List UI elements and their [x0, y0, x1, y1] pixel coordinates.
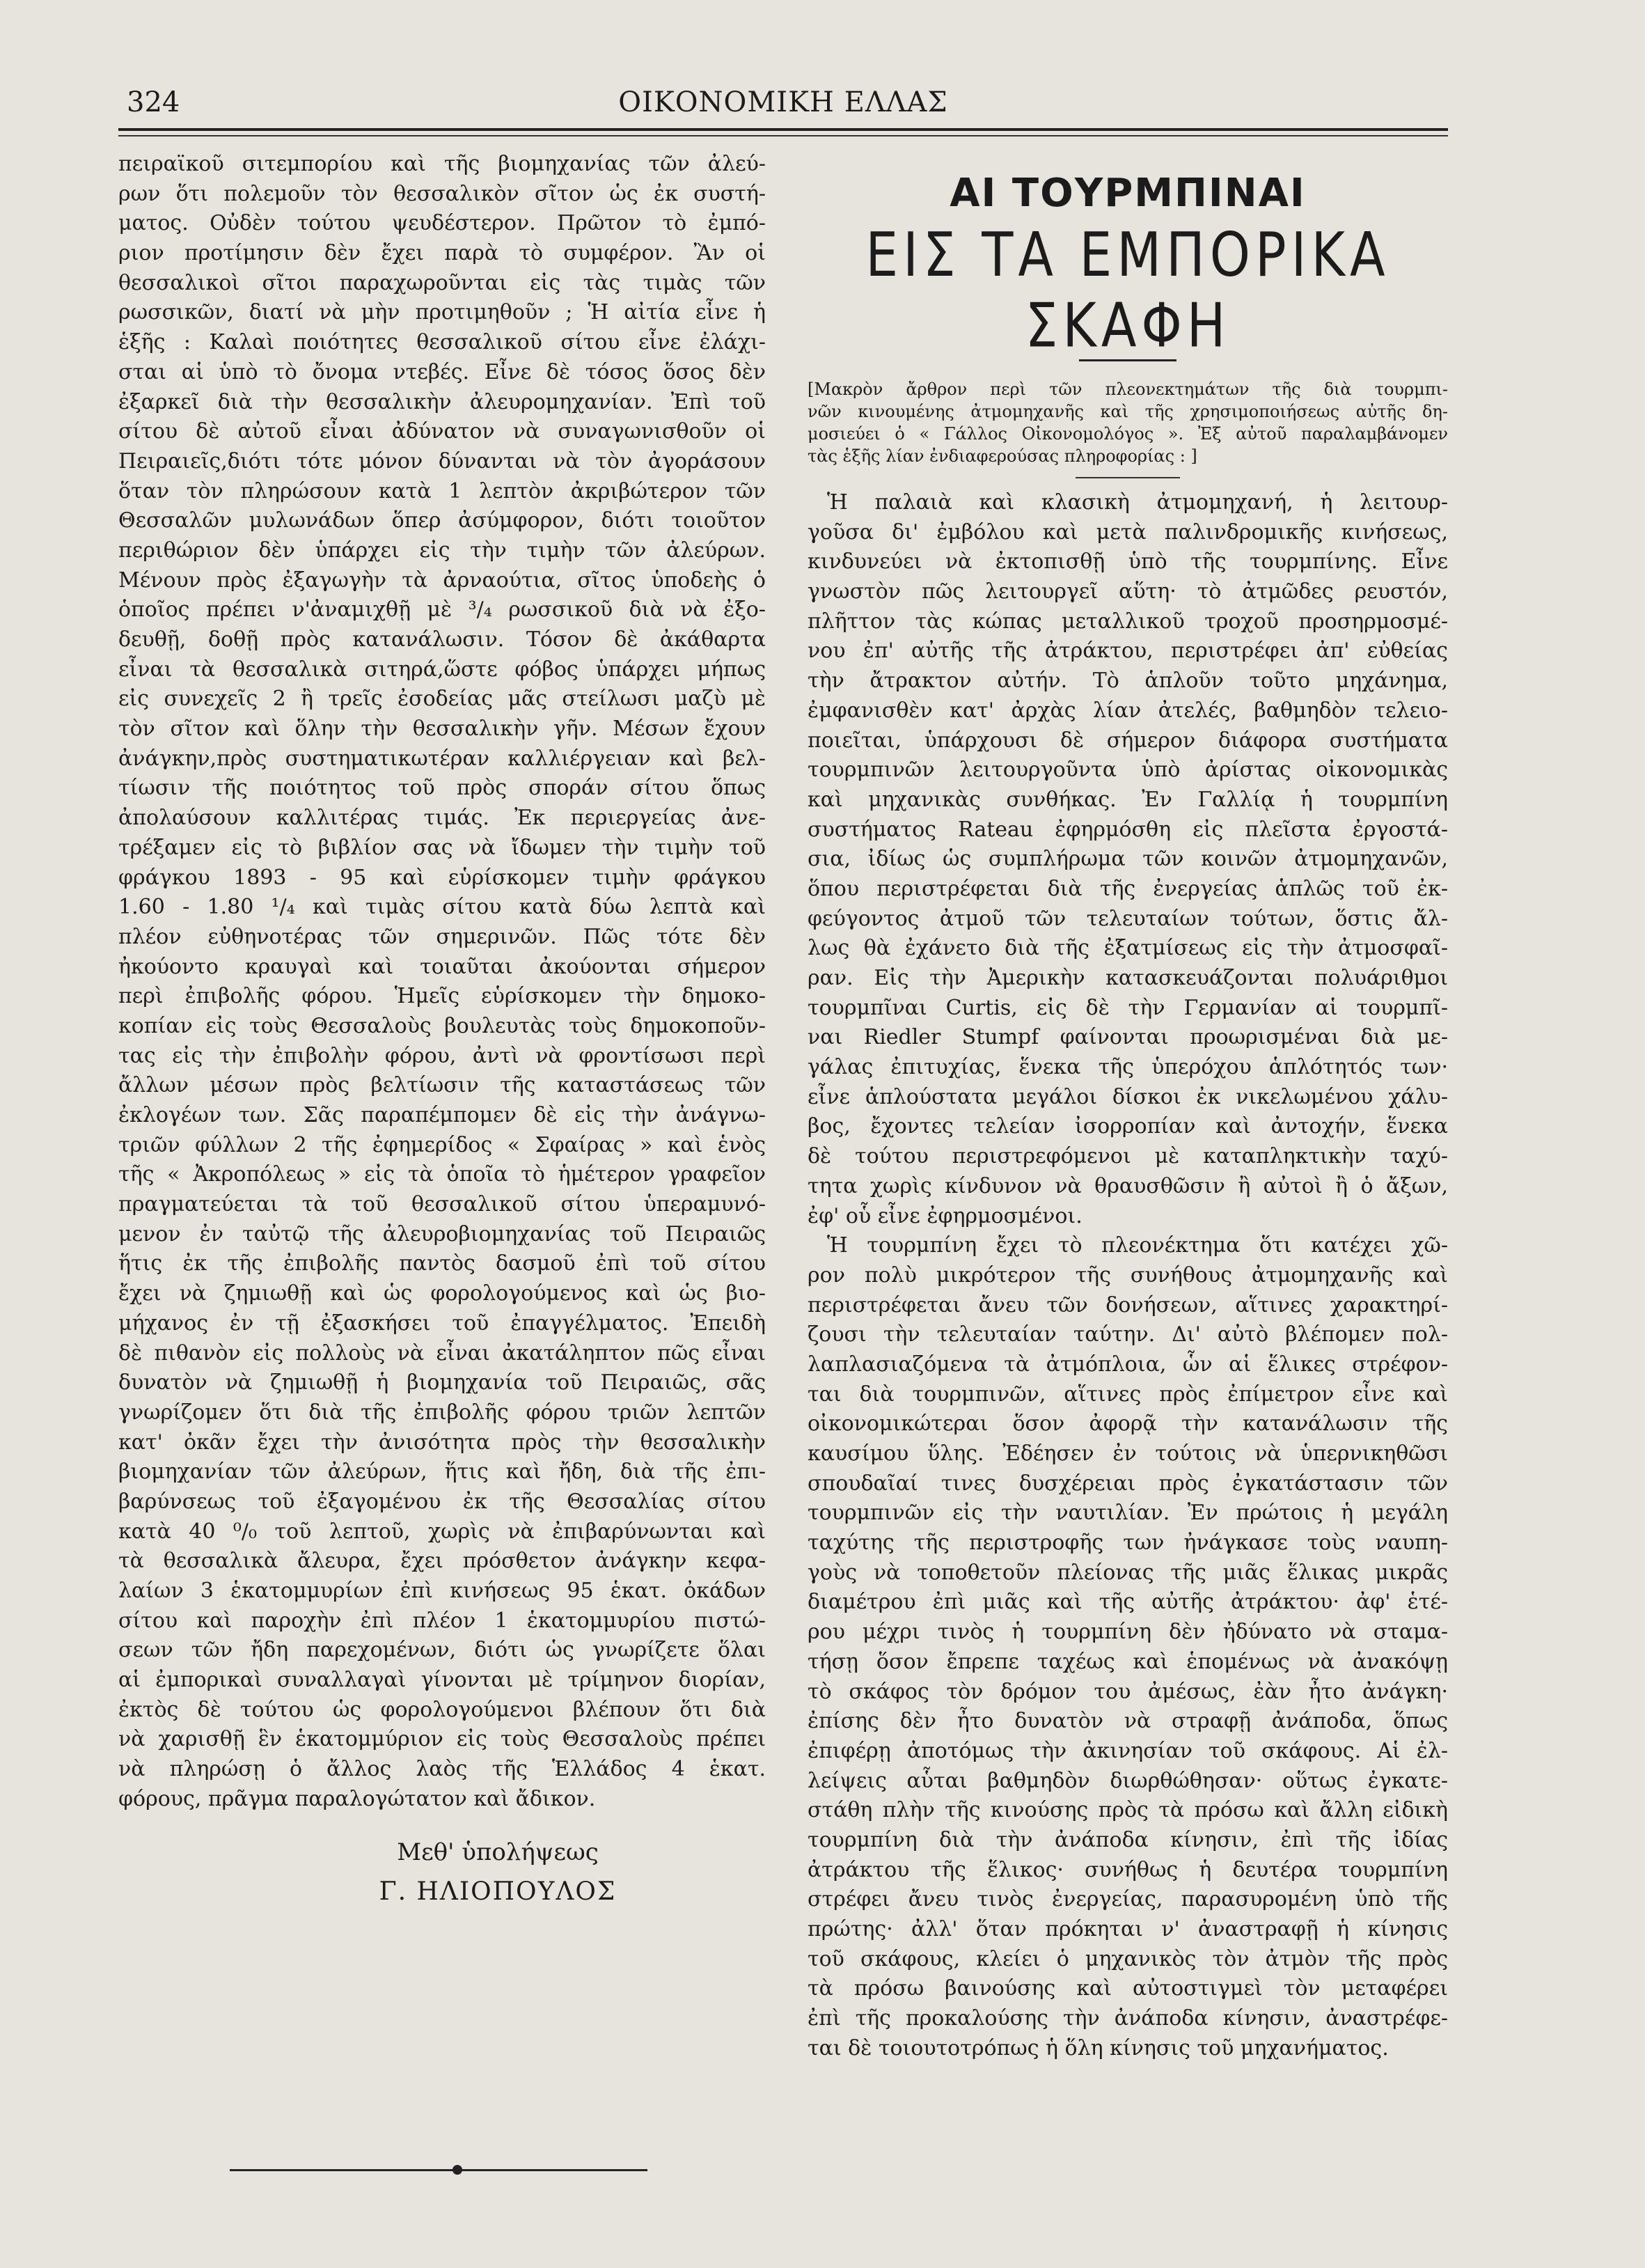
text-line: ἐκλογέων των. Σᾶς παραπέμπομεν δὲ εἰς τὴν ἀνάγνω-	[118, 1103, 766, 1127]
text-line: ταχύτης τῆς περιστροφῆς των ἠνάγκασε τοὺς ναυπη-	[808, 1531, 1448, 1556]
letter-signature: Γ. ΗΛΙΟΠΟΥΛΟΣ	[379, 1877, 617, 1906]
text-line: σίτου καὶ παροχὴν ἐπὶ πλέον 1 ἑκατομμυρίου πιστώ-	[118, 1608, 766, 1633]
note-rule	[1076, 477, 1180, 478]
text-line: οἰκονομικώτεραι ὅσον ἀφορᾷ τὴν κατανάλωσιν τῆς	[808, 1411, 1448, 1437]
text-line: τουρμπινῶν εἰς τὴν ναυτιλίαν. Ἐν πρώτοις ἡ μεγάλη	[808, 1501, 1448, 1526]
text-line: γάλας ἐπιτυχίας, ἕνεκα τῆς ὑπερόχου ἁπλότητός των·	[808, 1055, 1448, 1080]
text-line: στάθη πλὴν τῆς κινούσης πρὸς τὰ πρόσω καὶ ἄλλη εἰδικὴ	[808, 1798, 1448, 1823]
text-line: τοῦ σκάφους, κλείει ὁ μηχανικὸς τὸν ἀτμὸν τῆς πρὸς	[808, 1946, 1448, 1971]
text-line: στρέφει ἄνευ τινὸς ἐνεργείας, παρασυρομένη ὑπὸ τῆς	[808, 1887, 1448, 1912]
text-line: φράγκου 1893 - 95 καὶ εὑρίσκομεν τιμὴν φράγκου	[118, 865, 766, 890]
text-line: Θεσσαλῶν μυλωνάδων ὅπερ ἀσύμφορον, διότι τοιοῦτον	[118, 508, 766, 533]
end-rule-ornament	[452, 2165, 462, 2175]
text-line: πρώτης· ἀλλ' ὅταν πρόκηται ν' ἀναστραφῇ ἡ κίνησις	[808, 1917, 1448, 1941]
text-line: ρον πολὺ μικρότερον τῆς συνήθους ἀτμομηχανῆς καὶ	[808, 1262, 1448, 1288]
text-line: Ἡ παλαιὰ καὶ κλασικὴ ἀτμομηχανή, ἡ λειτουρ-	[827, 490, 1448, 515]
text-line: δευθῇ, δοθῇ πρὸς κατανάλωσιν. Τόσον δὲ ἀκάθαρτα	[118, 627, 766, 652]
text-line: τητα χωρὶς κίνδυνον νὰ θραυσθῶσιν ἢ αὐτοὶ ἢ ὁ ἄξων,	[808, 1173, 1448, 1198]
text-line: ἀνάγκην,πρὸς συστηματικωτέραν καλλιέργειαν καὶ βελ-	[118, 746, 766, 771]
text-line: γοῦσα δι' ἐμβόλου καὶ μετὰ παλινδρομικῆς κινήσεως,	[808, 519, 1448, 545]
text-line: σια, ἰδίως ὡς συμπλήρωμα τῶν κοινῶν ἀτμομηχανῶν,	[808, 847, 1448, 872]
text-line: ματος. Οὐδὲν τούτου ψευδέστερον. Πρῶτον τὸ ἐμπό-	[118, 211, 766, 236]
text-line: ζουσι τὴν τελευταίαν ταύτην. Δι' αὐτὸ βλέπομεν πολ-	[808, 1322, 1448, 1347]
header-rule-thin	[118, 135, 1448, 136]
left-column	[118, 150, 766, 1906]
page-header	[118, 82, 1448, 124]
text-line: δυνατὸν νὰ ζημιωθῇ ἡ βιομηχανία τοῦ Πειραιῶς, σᾶς	[118, 1370, 766, 1395]
text-line: περὶ ἐπιβολῆς φόρου. Ἡμεῖς εὑρίσκομεν τὴν δημοκο-	[118, 984, 766, 1009]
text-line: ποιεῖται, ὑπάρχουσι δὲ σήμερον διάφορα συστήματα	[808, 728, 1448, 753]
text-line: λαίων 3 ἑκατομμυρίων ἐπὶ κινήσεως 95 ἑκατ. ὀκάδων	[118, 1579, 766, 1603]
text-line: πλῆττον τὰς κώπας μεταλλικοῦ τροχοῦ προσηρμοσμέ-	[808, 609, 1448, 634]
text-line: ται δὲ τοιουτοτρόπως ἡ ὅλη κίνησις τοῦ μηχανήματος.	[808, 2035, 1389, 2060]
text-line: φεύγοντος ἀτμοῦ τῶν τελευταίων τούτων, ὅστις ἄλ-	[808, 906, 1448, 931]
text-line: τὰς ἑξῆς λίαν ἐνδιαφερούσας πληροφορίας : ]	[808, 446, 1197, 466]
text-line: Μένουν πρὸς ἐξαγωγὴν τὰ ἀρναούτια, σῖτος ὑποδεὴς ὁ	[118, 568, 766, 593]
text-line: ται διὰ τουρμπινῶν, αἵτινες πρὸς ἐπίμετρον εἶνε καὶ	[808, 1382, 1448, 1407]
text-line: ἐπὶ τῆς προκαλούσης τὴν ἀνάποδα κίνησιν, ἀναστρέφε-	[808, 2006, 1448, 2031]
text-line: ρων ὅτι πολεμοῦν τὸν θεσσαλικὸν σῖτον ὡς ἐκ συστή-	[118, 181, 766, 206]
editor-note	[808, 378, 1448, 467]
text-line: ἐμφανισθὲν κατ' ἀρχὰς λίαν ἀτελές, βαθμηδὸν τελειο-	[808, 698, 1448, 723]
text-line: εἶνε ἁπλούστατα μεγάλοι δίσκοι ἐκ νικελωμένου χάλυ-	[808, 1084, 1448, 1109]
text-line: διαμέτρου ἐπὶ μιᾶς καὶ τῆς αὐτῆς ἀτράκτου· ἀφ' ἑτέ-	[808, 1590, 1448, 1615]
text-line: βος, ἔχοντες τελείαν ἰσορροπίαν καὶ ἀντοχήν, ἕνεκα	[808, 1114, 1448, 1139]
text-line: μήχανος ἐν τῇ ἐξασκήσει τοῦ ἐπαγγέλματος. Ἐπειδὴ	[118, 1311, 766, 1336]
text-line: ἐκτὸς δὲ τούτου ὡς φορολογούμενοι βλέπουν ὅτι διὰ	[118, 1697, 766, 1722]
text-line: τουρμπινῶν λειτουργοῦντα ὑπὸ ἀρίστας οἰκονομικὰς	[808, 758, 1448, 783]
text-line: θεσσαλικοὶ σῖτοι παραχωροῦνται εἰς τὰς τιμὰς τῶν	[118, 270, 766, 295]
text-line: περιστρέφεται ἄνευ τῶν δονήσεων, αἵτινες χαρακτηρί-	[808, 1292, 1448, 1317]
text-line: τῆς « Ἀκροπόλεως » εἰς τὰ ὁποῖα τὸ ἡμέτερον γραφεῖον	[118, 1162, 766, 1187]
text-line: τὰ πρόσω βαινούσης καὶ αὐτοστιγμεὶ τὸν μεταφέρει	[808, 1976, 1448, 2001]
text-line: μοσιεύει ὁ « Γάλλος Οἰκονομολόγος ». Ἐξ αὐτοῦ παραλαμβάνομεν	[808, 424, 1448, 444]
text-line: 1.60 - 1.80 ¹/₄ καὶ τιμὰς σίτου κατὰ δύω λεπτὰ καὶ	[118, 895, 766, 920]
text-line: συστήματος Rateau ἐφηρμόσθη εἰς πλεῖστα ἐργοστά-	[808, 817, 1448, 842]
text-line: ὅταν τὸν πληρώσουν κατὰ 1 λεπτὸν ἀκριβώτερον τῶν	[118, 478, 766, 503]
text-line: δὲ τούτου περιστρεφόμενοι μὲ καταπληκτικὴν ταχύ-	[808, 1144, 1448, 1169]
letter-body	[118, 150, 766, 1815]
text-line: νῶν κινουμένης ἀτμομηχανῆς καὶ τῆς χρησιμοποιήσεως αὐτῆς δη-	[808, 402, 1448, 421]
text-line: σίτου δὲ αὐτοῦ εἶναι ἀδύνατον νὰ συναγωνισθοῦν οἱ	[118, 419, 766, 444]
text-line: ἑξῆς : Καλαὶ ποιότητες θεσσαλικοῦ σίτου εἶνε ἐλάχι-	[118, 330, 766, 355]
text-line: τὸ σκάφος τὸν δρόμον του ἀμέσως, ἐὰν ἦτο ἀνάγκη·	[808, 1679, 1448, 1704]
text-line: λείψεις αὗται βαθμηδὸν διωρθώθησαν· οὕτως ἐγκατε-	[808, 1768, 1448, 1793]
text-line: πειραϊκοῦ σιτεμπορίου καὶ τῆς βιομηχανίας τῶν ἀλεύ-	[118, 152, 766, 176]
text-line: αἱ ἐμπορικαὶ συναλλαγαὶ γίνονται μὲ τρίμηνον διορίαν,	[118, 1668, 766, 1693]
text-line: γοὺς νὰ τοποθετοῦν πλείονας τῆς μιᾶς ἕλικας μικρᾶς	[808, 1560, 1448, 1585]
right-column	[808, 150, 1448, 2063]
article-subheadline: ΕΙΣ ΤΑ ΕΜΠΟΡΙΚΑ ΣΚΑΦΗ	[865, 220, 1390, 361]
text-line: δὲ πιθανὸν εἰς πολλοὺς νὰ εἶναι ἀκατάληπτον πῶς εἶναι	[118, 1340, 766, 1366]
article-paragraph-1	[808, 488, 1448, 1231]
text-line: ἐξαρκεῖ διὰ τὴν θεσσαλικὴν ἀλευρομηχανίαν. Ἐπὶ τοῦ	[118, 389, 766, 414]
text-line: τας εἰς τὴν ἐπιβολὴν φόρου, ἀντὶ νὰ φροντίσωσι περὶ	[118, 1043, 766, 1068]
text-line: Ἡ τουρμπίνη ἔχει τὸ πλεονέκτημα ὅτι κατέχει χῶ-	[827, 1233, 1448, 1258]
text-line: γνωστὸν πῶς λειτουργεῖ αὕτη· τὸ ἀτμῶδες ρευστόν,	[808, 579, 1448, 604]
text-line: ἀπολαύσουν καλλιτέρας τιμάς. Ἐκ περιεργείας ἀνε-	[118, 806, 766, 831]
text-line: τὰ θεσσαλικὰ ἄλευρα, ἔχει πρόσθετον ἀνάγκην κεφα-	[118, 1549, 766, 1574]
text-line: ἄλλων μέσων πρὸς βελτίωσιν τῆς καταστάσεως τῶν	[118, 1073, 766, 1098]
text-line: βαρύνσεως τοῦ ἐξαγομένου ἐκ τῆς Θεσσαλίας σίτου	[118, 1489, 766, 1514]
text-line: νὰ χαρισθῇ ἓν ἑκατομμύριον εἰς τοὺς Θεσσαλοὺς πρέπει	[118, 1727, 766, 1752]
text-line: μενον ἐν ταὐτῷ τῆς ἀλευροβιομηχανίας τοῦ Πειραιῶς	[118, 1221, 766, 1246]
text-line: εἶναι τὰ θεσσαλικὰ σιτηρά,ὥστε φόβος ὑπάρχει μήπως	[118, 657, 766, 682]
text-line: κινδυνεύει νὰ ἐκτοπισθῇ ὑπὸ τῆς τουρμπίνης. Εἶνε	[808, 549, 1448, 574]
letter-closing: Μεθ' ὑπολήψεως	[397, 1838, 599, 1866]
text-line: ρου μέχρι τινὸς ἡ τουρμπίνη δὲν ἠδύνατο νὰ σταμα-	[808, 1620, 1448, 1645]
end-rule	[230, 2169, 647, 2171]
text-line: νὰ πληρώσῃ ὁ ἄλλος λαὸς τῆς Ἑλλάδος 4 ἑκατ.	[118, 1757, 766, 1782]
text-line: εἰς συνεχεῖς 2 ἢ τρεῖς ἐσοδείας μᾶς στείλωσι μαζὺ μὲ	[118, 687, 766, 712]
text-line: τουρμπίνη διὰ τὴν ἀνάποδα κίνησιν, ἐπὶ τῆς ἰδίας	[808, 1827, 1448, 1852]
text-line: ἠκούοντο κραυγαὶ καὶ τοιαῦται ἀκούονται σήμερον	[118, 954, 766, 979]
article-headline: ΑΙ ΤΟΥΡΜΠΙΝΑΙ	[950, 171, 1306, 216]
header-rule-thick	[118, 128, 1448, 131]
text-line: σεων τῶν ἤδη παρεχομένων, διότι ὡς γνωρίζετε ὅλαι	[118, 1638, 766, 1663]
text-line: κατὰ 40 ⁰/₀ τοῦ λεπτοῦ, χωρὶς νὰ ἐπιβαρύνωνται καὶ	[118, 1519, 766, 1544]
text-line: λως θὰ ἐχάνετο διὰ τῆς ἐξατμίσεως εἰς τὴν ἀτμοσφαῖ-	[808, 936, 1448, 961]
text-line: τίωσιν τῆς ποιότητος τοῦ πρὸς σποράν σίτου ὅπως	[118, 776, 766, 801]
text-line: τουρμπῖναι Curtis, εἰς δὲ τὴν Γερμανίαν αἱ τουρμπῖ-	[808, 995, 1448, 1020]
text-line: τήσῃ ὅσον ἔπρεπε ταχέως καὶ ἑπομένως νὰ ἀνακόψῃ	[808, 1649, 1448, 1674]
text-line: γνωρίζομεν ὅτι διὰ τῆς ἐπιβολῆς φόρου τριῶν λεπτῶν	[118, 1400, 766, 1425]
text-line: ὁποῖος πρέπει ν'ἀναμιχθῇ μὲ ³/₄ ρωσσικοῦ διὰ νὰ ἐξο-	[118, 597, 766, 623]
text-line: τὸν σῖτον καὶ ὅλην τὴν θεσσαλικὴν γῆν. Μέσων ἔχουν	[118, 717, 766, 742]
text-line: νου ἐπ' αὐτῆς τῆς ἀτράκτου, περιστρέφει ἀπ' εὐθείας	[808, 639, 1448, 664]
running-title: ΟΙΚΟΝΟΜΙΚΗ ΕΛΛΑΣ	[618, 86, 948, 118]
text-line: βιομηχανίαν τῶν ἀλεύρων, ἥτις καὶ ἤδη, διὰ τῆς ἐπι-	[118, 1460, 766, 1485]
text-line: ραν. Εἰς τὴν Ἀμερικὴν κατασκευάζονται πολυάριθμοι	[808, 966, 1448, 990]
text-line: [Μακρὸν ἄρθρον περὶ τῶν πλεονεκτημάτων τῆς διὰ τουρμπι-	[808, 380, 1448, 399]
text-line: ρωσσικῶν, διατί νὰ μὴν προτιμηθοῦν ; Ἡ αἰτία εἶνε ἡ	[118, 300, 766, 325]
text-line: περιθώριον δὲν ὑπάρχει εἰς τὴν τιμὴν τῶν ἀλεύρων.	[118, 538, 766, 563]
text-line: ἔχει νὰ ζημιωθῇ καὶ ὡς φορολογούμενος καὶ ὡς βιο-	[118, 1281, 766, 1306]
text-line: τριῶν φύλλων 2 τῆς ἐφημερίδος « Σφαίρας » καὶ ἑνὸς	[118, 1132, 766, 1157]
text-line: καυσίμου ὕλης. Ἐδέησεν ἐν τούτοις νὰ ὑπερνικηθῶσι	[808, 1441, 1448, 1466]
text-line: ναι Riedler Stumpf φαίνονται προωρισμέναι διὰ με-	[808, 1025, 1448, 1050]
text-line: πλέον εὐθηνοτέρας τῶν σημερινῶν. Πῶς τότε δὲν	[118, 924, 766, 949]
text-line: τρέξαμεν εἰς τὸ βιβλίον σας νὰ ἴδωμεν τὴν τιμὴν τοῦ	[118, 835, 766, 860]
text-line: ὅπου περιστρέφεται διὰ τῆς ἐνεργείας ἁπλῶς τοῦ ἐκ-	[808, 876, 1448, 901]
text-line: κοπίαν εἰς τοὺς Θεσσαλοὺς βουλευτὰς τοὺς δημοκοποῦν-	[118, 1013, 766, 1038]
text-line: ἐπίσης δὲν ἦτο δυνατὸν νὰ στραφῇ ἀνάποδα, ὅπως	[808, 1709, 1448, 1734]
text-line: Πειραιεῖς,διότι τότε μόνον δύνανται νὰ τὸν ἀγοράσουν	[118, 448, 766, 474]
text-line: ἐφ' οὗ εἶνε ἐφηρμοσμένοι.	[808, 1203, 1083, 1228]
page-number: 324	[127, 86, 180, 118]
text-line: ἐπιφέρῃ ἀποτόμως τὴν ἀκινησίαν τοῦ σκάφους. Αἱ ἐλ-	[808, 1738, 1448, 1763]
article-paragraph-2	[808, 1231, 1448, 2063]
text-line: πραγματεύεται τὰ τοῦ θεσσαλικοῦ σίτου ὑπεραμυνό-	[118, 1192, 766, 1217]
text-line: ριον προτίμησιν δὲν ἔχει παρὰ τὸ συμφέρον. Ἂν οἱ	[118, 241, 766, 266]
text-line: φόρους, πρᾶγμα παραλογώτατον καὶ ἄδικον.	[118, 1786, 596, 1811]
text-line: ἀτράκτου τῆς ἕλικος· συνήθως ἡ δευτέρα τουρμπίνη	[808, 1857, 1448, 1882]
text-line: λαπλασιαζόμενα τὰ ἀτμόπλοια, ὧν αἱ ἕλικες στρέφον-	[808, 1352, 1448, 1377]
text-line: σπουδαῖαί τινες δυσχέρειαι πρὸς ἐγκατάστασιν τῶν	[808, 1471, 1448, 1496]
text-line: τὴν ἄτρακτον αὐτήν. Τὸ ἁπλοῦν τοῦτο μηχάνημα,	[808, 668, 1448, 694]
text-line: κατ' ὀκᾶν ἔχει τὴν ἀνισότητα πρὸς τὴν θεσσαλικὴν	[118, 1430, 766, 1455]
text-line: ἥτις ἐκ τῆς ἐπιβολῆς παντὸς δασμοῦ ἐπὶ τοῦ σίτου	[118, 1251, 766, 1276]
text-line: σται αἱ ὑπὸ τὸ ὄνομα ντεβές. Εἶνε δὲ τόσος ὅσος δὲν	[118, 359, 766, 384]
text-line: καὶ μηχανικὰς συνθήκας. Ἐν Γαλλίᾳ ἡ τουρμπίνη	[808, 787, 1448, 812]
